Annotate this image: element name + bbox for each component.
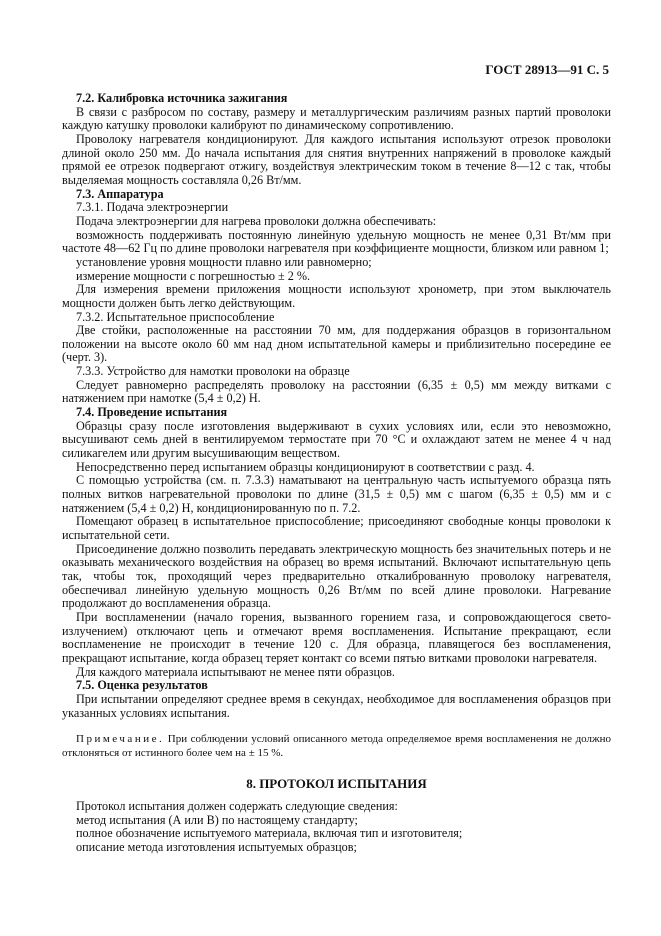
- paragraph: Для каждого материала испытывают не менее пяти образцов.: [76, 664, 395, 679]
- section-7-content: [62, 92, 611, 720]
- paragraph: Протокол испытания должен содержать следующие сведения:: [76, 798, 398, 813]
- section-heading: 7.5. Оценка результатов: [76, 678, 208, 693]
- paragraph: установление уровня мощности плавно или равномерно;: [76, 254, 372, 269]
- section-8-title: 8. ПРОТОКОЛ ИСПЫТАНИЯ: [246, 776, 427, 792]
- paragraph: Следует равномерно распределять проволоку на расстоянии (6,35 ± 0,5) мм между витками с натяжением при намотке (5,4 ± 0,2) Н.: [62, 377, 611, 406]
- document-body: [62, 92, 611, 854]
- paragraph: возможность поддерживать постоянную линейную удельную мощность не менее 0,31 Вт/мм при частоте 48—62 Гц по длине проволоки нагревателя при коэффициенте мощности, близком или равном 1;: [62, 227, 611, 256]
- section-heading: 7.3. Аппаратура: [76, 186, 164, 201]
- section-8-content: [62, 800, 611, 855]
- section-heading: 7.2. Калибровка источника зажигания: [76, 91, 288, 105]
- paragraph: метод испытания (А или В) по настоящему стандарту;: [76, 812, 358, 827]
- paragraph: При воспламенении (начало горения, вызванного горением газа, и сопровождающегося светоизлучением) отключают цепь и отмечают время воспламенения. Испытание прекращают, если воспламенение не происходит в течение 120 с. Для образца, плавящегося без воспламенения, прекращают испытание, когда образец теряет контакт со всеми пятью витками проволоки нагревателя.: [62, 609, 611, 665]
- paragraph: Образцы сразу после изготовления выдерживают в сухих условиях или, если это невозможно, высушивают семь дней в вентилируемом термостате при 70 °С и охлаждают затем не менее 4 ч над силикагелем или другим высушивающим веществом.: [62, 418, 611, 461]
- paragraph: 7.3.1. Подача электроэнергии: [76, 200, 229, 215]
- paragraph: полное обозначение испытуемого материала, включая тип и изготовителя;: [76, 826, 463, 841]
- paragraph: 7.3.2. Испытательное приспособление: [76, 309, 275, 324]
- paragraph: Подача электроэнергии для нагрева проволоки должна обеспечивать:: [76, 213, 437, 228]
- paragraph: Проволоку нагревателя кондиционируют. Для каждого испытания используют отрезок проволоки длиной около 250 мм. До начала испытания для снятия внутренних напряжений в проволоке каждый прямой ее отрезок подвергают отжигу, воздействуя электрическим током в течение 8—12 с так, чтобы выделяемая мощность составляла 0,26 Вт/мм.: [62, 131, 611, 187]
- note-label: Примечание.: [76, 733, 165, 746]
- page-header: ГОСТ 28913—91 С. 5: [485, 62, 609, 77]
- section-heading: 7.4. Проведение испытания: [76, 405, 228, 420]
- note: [62, 733, 611, 760]
- paragraph: Непосредственно перед испытанием образцы кондиционируют в соответствии с разд. 4.: [76, 459, 535, 474]
- paragraph: 7.3.3. Устройство для намотки проволоки на образце: [76, 364, 350, 379]
- paragraph: Две стойки, расположенные на расстоянии 70 мм, для поддержания образцов в горизонтальном положении на высоте около 60 мм над дном испытательной камеры и приблизительно посередине ее (черт. 3).: [62, 323, 611, 365]
- paragraph: Для измерения времени приложения мощности используют хронометр, при этом выключатель мощности должен быть легко действующим.: [62, 282, 611, 310]
- paragraph: описание метода изготовления испытуемых образцов;: [76, 839, 357, 854]
- paragraph: При испытании определяют среднее время в секундах, необходимое для воспламенения образцов при указанных условиях испытания.: [62, 691, 611, 720]
- paragraph: С помощью устройства (см. п. 7.3.3) наматывают на центральную часть испытуемого образца пять полных витков нагревательной проволоки по длине (31,5 ± 0,5) мм с шагом (6,35 ± 0,5) мм и с натяжением (5,4 ± 0,2) Н, кондиционированную по п. 7.2.: [62, 473, 611, 515]
- paragraph: В связи с разбросом по составу, размеру и металлургическим различиям разных партий проволоки каждую катушку проволоки калибруют по динамическому сопротивлению.: [62, 104, 611, 133]
- note-text: При соблюдении условий описанного метода определяемое время воспламенения не должно отклоняться от истинного более чем на ± 15 %.: [62, 733, 611, 759]
- paragraph: Помещают образец в испытательное приспособление; присоединяют свободные концы проволоки к испытательной сети.: [62, 514, 611, 542]
- paragraph: Присоединение должно позволить передавать электрическую мощность без значительных потерь и не оказывать механического воздействия на образец во время испытаний. Включают испытательную цепь так, чтобы ток, проходящий через предварительно откалиброванную проволоку нагревателя, обеспечивал линейную удельную мощность 0,26 Вт/мм по всей длине проволоки. Нагревание продолжают до воспламенения образца.: [62, 541, 611, 611]
- paragraph: измерение мощности с погрешностью ± 2 %.: [76, 268, 311, 283]
